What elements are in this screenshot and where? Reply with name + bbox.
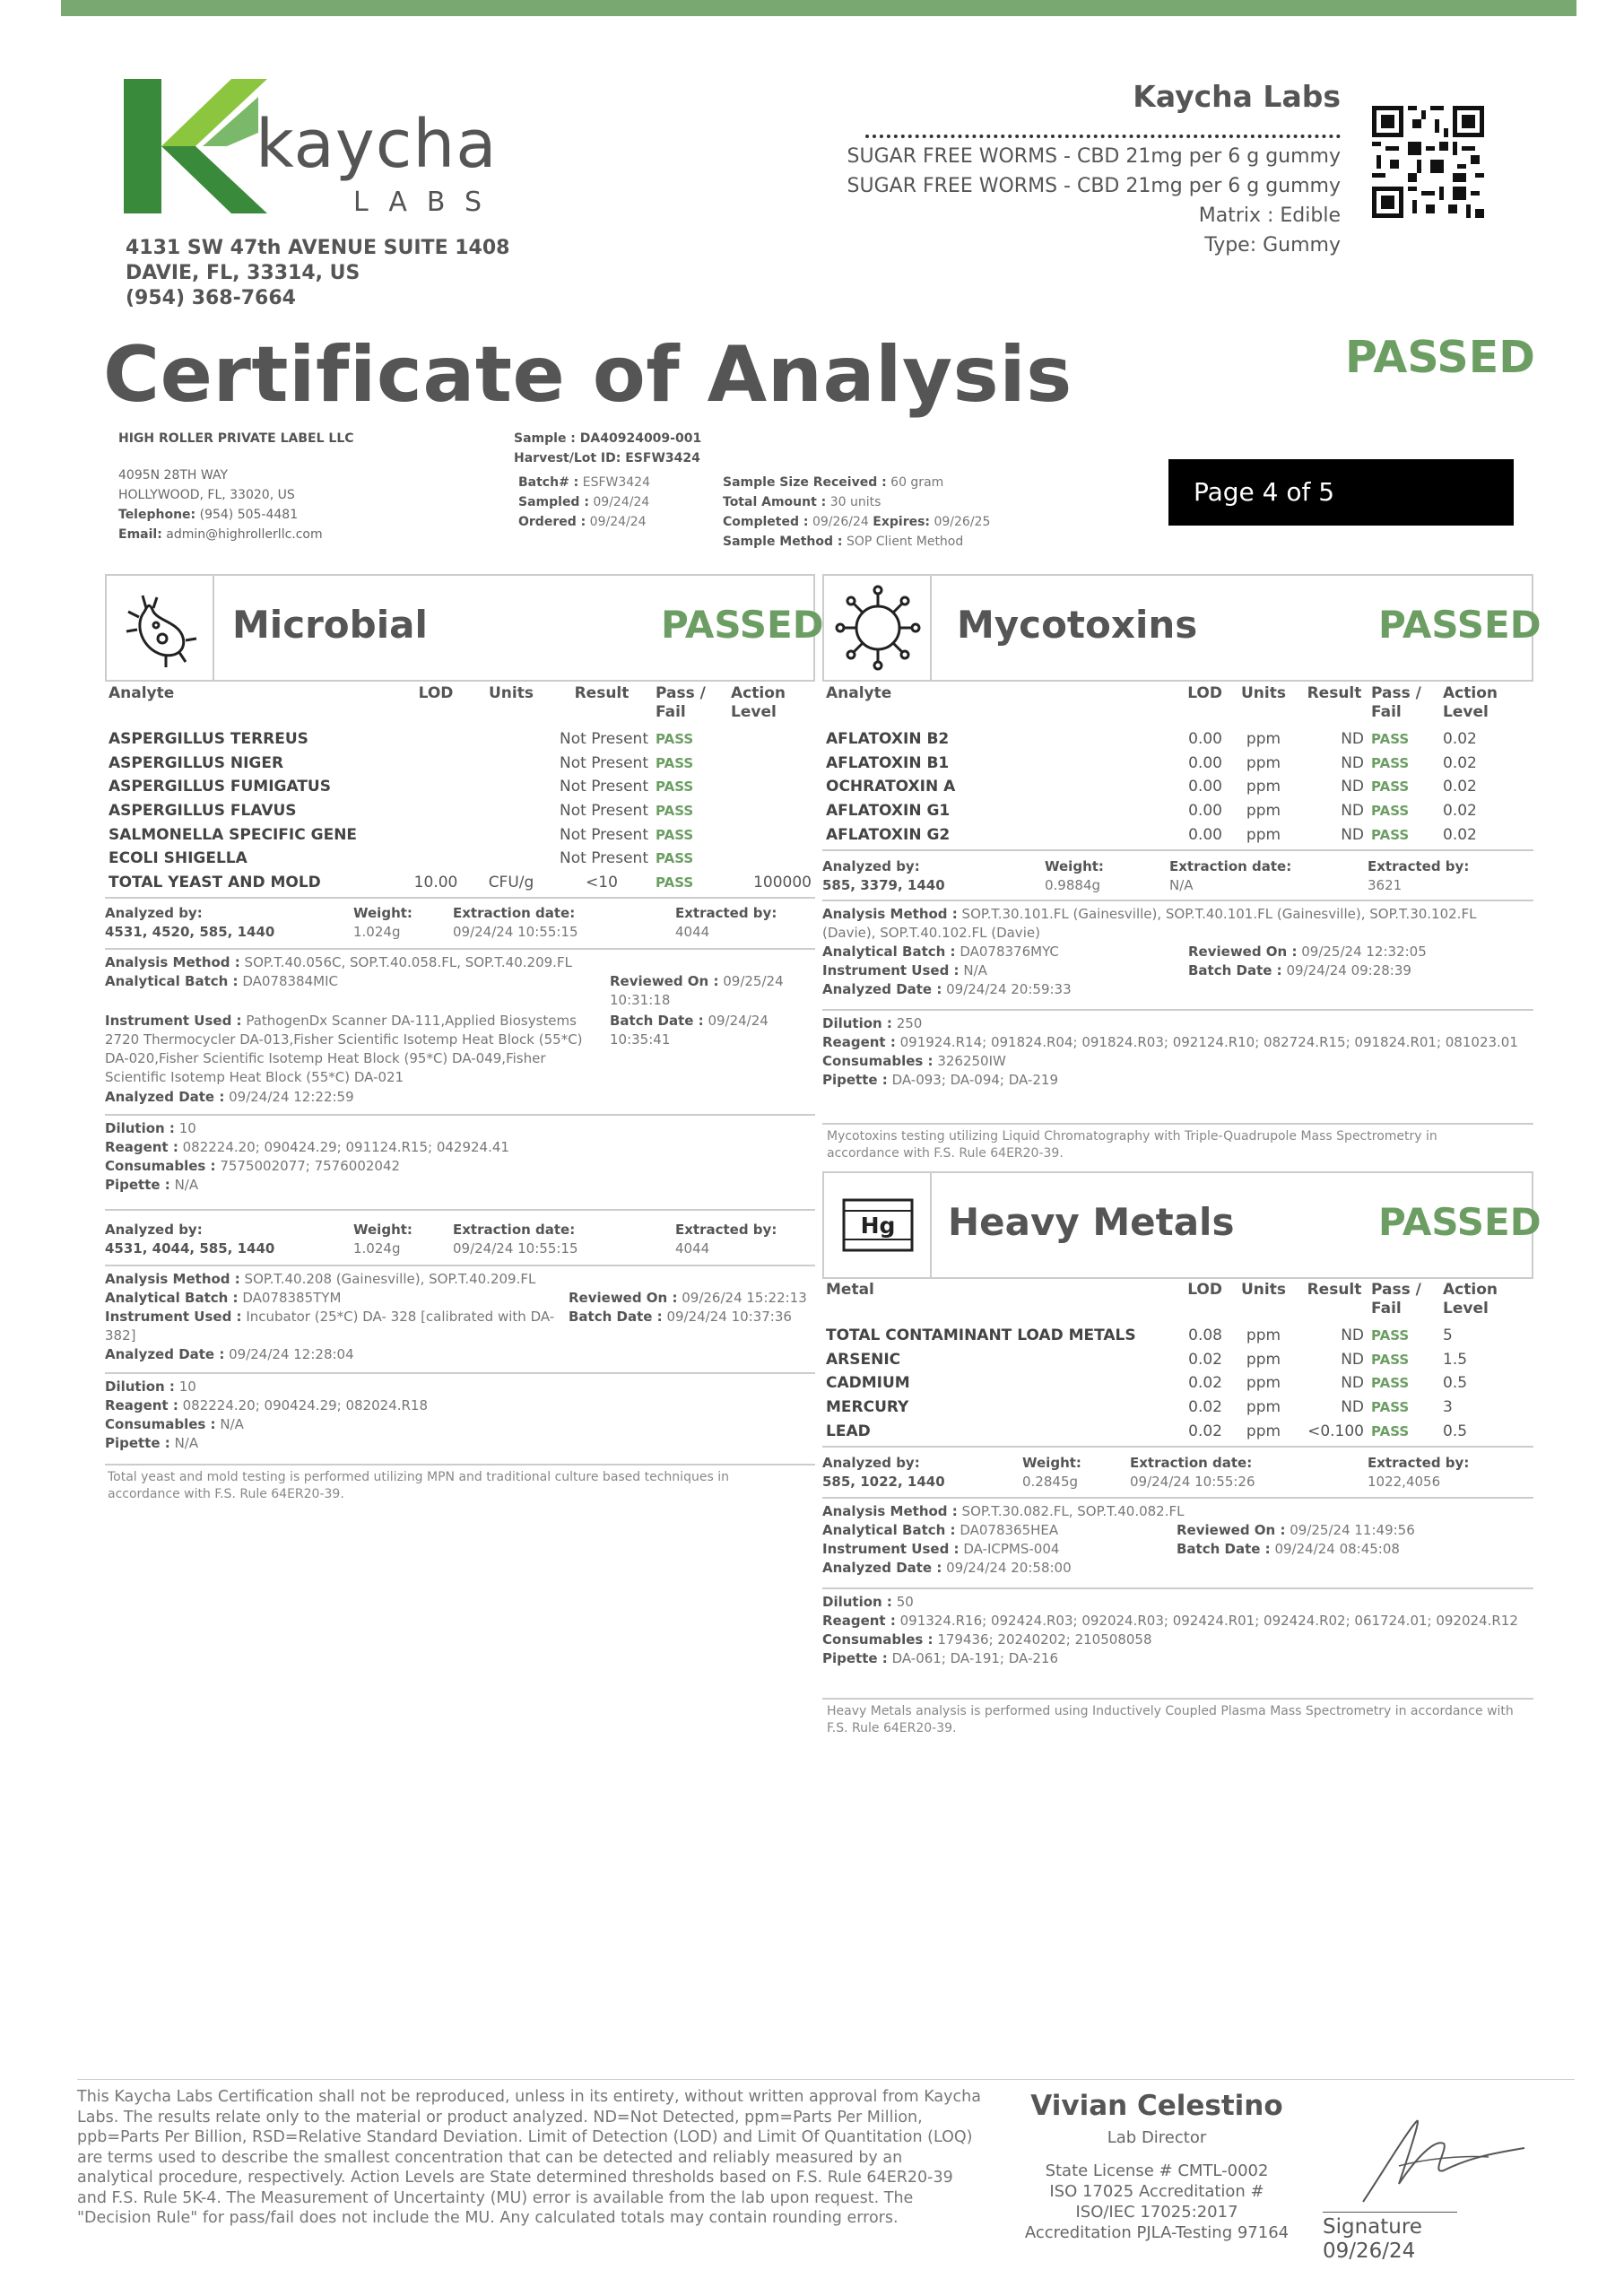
table-row: ASPERGILLUS FLAVUS Not Present PASS — [109, 802, 694, 821]
batch-date: Batch Date : 09/24/24 10:35:41 — [610, 1013, 769, 1048]
table-row: LEAD 0.02 ppm <0.100 PASS 0.5 — [826, 1422, 1468, 1440]
consumables: Consumables : N/A — [105, 1416, 244, 1432]
divider — [822, 1009, 1533, 1011]
col-pass-fail: Pass / Fail — [1371, 1281, 1421, 1318]
batch-date: Batch Date : 09/24/24 09:28:39 — [1188, 962, 1411, 978]
col-analyte: Analyte — [109, 684, 175, 702]
col-result: Result — [1307, 1281, 1362, 1299]
client-address: 4095N 28TH WAY — [118, 468, 229, 483]
consumables: Consumables : 7575002077; 7576002042 — [105, 1158, 401, 1174]
divider — [822, 1587, 1533, 1589]
product-matrix: Matrix : Edible — [1198, 204, 1341, 227]
divider — [822, 849, 1533, 851]
top-accent-bar — [61, 0, 1576, 16]
col-lod: LOD — [1187, 684, 1222, 702]
heavy-metals-header — [822, 1171, 1541, 1279]
table-row: SALMONELLA SPECIFIC GENE Not Present PASS — [109, 825, 694, 844]
product-name: SUGAR FREE WORMS - CBD 21mg per 6 g gummy — [847, 145, 1341, 168]
col-result: Result — [1307, 684, 1362, 702]
logo-wordmark: kaycha — [256, 106, 498, 183]
client-email: Email: admin@highrollerllc.com — [118, 527, 323, 542]
client-address: HOLLYWOOD, FL, 33020, US — [118, 488, 295, 502]
overall-status: PASSED — [1345, 332, 1535, 383]
analysis-method: Analysis Method : SOP.T.40.208 (Gainesville), SOP.T.40.209.FL — [105, 1271, 536, 1287]
sample-dates — [518, 473, 650, 532]
col-units: Units — [1241, 1281, 1286, 1299]
lab-address-line: DAVIE, FL, 33314, US — [126, 262, 360, 284]
reagent: Reagent : 091924.R14; 091824.R04; 091824.R03; 092124.R10; 082724.R15; 091824.R01; 081023.01 — [822, 1034, 1518, 1050]
col-lod: LOD — [418, 684, 454, 702]
analyzed-date: Analyzed Date : 09/24/24 12:22:59 — [105, 1089, 354, 1105]
disclaimer: This Kaycha Labs Certification shall not be reproduced, unless in its entirety, without written approval from Kaycha Labs. The results relate only to the material or product analyzed. ND=Not Detected, ppm=Parts Per Million, ppb=Parts Per Billion, RSD=Relative Standard Deviation. Limit of Detection (LOD) and Limit Of Quantitation (LOQ) are terms used to describe the smallest concentration that can be detected and reliably measured by an analytical procedure, respectively. Action Levels are State determined thresholds based on F.S. Rule 64ER20-39 and F.S. Rule 5K-4. The Measurement of Uncertainty (MU) error is available from the lab upon request. The "Decision Rule" for pass/fail does not include the MU. Any calculated totals may contain rounding errors. — [77, 2088, 981, 2227]
consumables: Consumables : 179436; 20240202; 210508058 — [822, 1631, 1152, 1648]
table-row: TOTAL YEAST AND MOLD 10.00 CFU/g <10 PASS 100000 — [109, 873, 812, 891]
instrument-used: Instrument Used : DA-ICPMS-004 — [822, 1541, 1060, 1557]
dotted-divider — [865, 135, 1341, 138]
heavy-metals-table — [822, 1281, 1533, 1443]
col-action-level: Action Level — [1443, 684, 1498, 721]
col-units: Units — [1241, 684, 1286, 702]
pipette: Pipette : DA-093; DA-094; DA-219 — [822, 1072, 1058, 1088]
sample-details — [723, 473, 990, 552]
signatory-role: Lab Director — [1107, 2128, 1207, 2147]
instrument-used: Instrument Used : PathogenDx Scanner DA-111,Applied Biosystems 2720 Thermocycler DA-013,Fisher Scientific Isotemp Heat Block (55*C) DA-020,Fisher Scientific Isotemp Heat Block (95*C) DA-049,Fisher Scientific Isotemp Heat Block (55*C) DA-021 — [105, 1013, 583, 1085]
batch-date: Batch Date : 09/24/24 08:45:08 — [1177, 1541, 1400, 1557]
microbial-title: Microbial — [232, 603, 428, 647]
divider — [822, 900, 1533, 901]
mycotoxins-method-block — [822, 905, 1533, 999]
divider — [822, 1123, 1533, 1125]
analysis-method: Analysis Method : SOP.T.30.101.FL (Gainesville), SOP.T.40.101.FL (Gainesville), SOP.T.30.102.FL (Davie), SOP.T.40.102.FL (Davie) — [822, 906, 1477, 941]
lab-name: Kaycha Labs — [1133, 79, 1341, 114]
microbial-method-block-2 — [105, 1270, 815, 1364]
microbial-status: PASSED — [661, 603, 824, 647]
product-name: SUGAR FREE WORMS - CBD 21mg per 6 g gummy — [847, 175, 1341, 197]
table-row: ASPERGILLUS FUMIGATUS Not Present PASS — [109, 778, 694, 796]
dilution: Dilution : 50 — [822, 1594, 914, 1610]
qr-code-icon[interactable] — [1372, 106, 1484, 218]
pipette: Pipette : N/A — [105, 1435, 199, 1451]
sample-method: Sample Method : SOP Client Method — [723, 535, 964, 549]
divider — [105, 897, 815, 899]
harvest-lot-id: Harvest/Lot ID: ESFW3424 — [514, 451, 700, 465]
microbial-table — [105, 684, 815, 894]
mycotoxins-header — [822, 574, 1541, 682]
client-name: HIGH ROLLER PRIVATE LABEL LLC — [118, 431, 354, 446]
hg-icon-label: Hg — [860, 1213, 896, 1239]
divider — [105, 1464, 815, 1465]
ordered-date: Ordered : 09/24/24 — [518, 515, 647, 529]
pipette: Pipette : N/A — [105, 1177, 199, 1193]
microbial-reagent-block-1 — [105, 1119, 815, 1195]
product-info — [807, 142, 1341, 260]
dilution: Dilution : 250 — [822, 1015, 923, 1031]
lab-address-line: 4131 SW 47th AVENUE SUITE 1408 — [126, 237, 510, 259]
heavy-metals-note: Heavy Metals analysis is performed using Inductively Coupled Plasma Mass Spectrometry in accordance with F.S. Rule 64ER20-39. — [827, 1704, 1514, 1735]
col-pass-fail: Pass / Fail — [656, 684, 706, 721]
product-type: Type: Gummy — [1204, 234, 1341, 257]
analysis-method: Analysis Method : SOP.T.40.056C, SOP.T.40.058.FL, SOP.T.40.209.FL — [105, 954, 572, 970]
reagent: Reagent : 082224.20; 090424.29; 082024.R18 — [105, 1397, 429, 1413]
microbial-method-block-1 — [105, 953, 815, 1107]
table-row: ASPERGILLUS TERREUS Not Present PASS — [109, 730, 694, 749]
signature-line — [1323, 2212, 1457, 2213]
signatory-name: Vivian Celestino — [1030, 2090, 1283, 2122]
divider — [105, 1265, 815, 1266]
microbial-analysis-header-2: Analyzed by: 4531, 4044, 585, 1440 Weight: 1.024g Extraction date: 09/24/24 10:55:15 Extracted by: 4044 — [105, 1222, 777, 1257]
analyzed-date: Analyzed Date : 09/24/24 20:58:00 — [822, 1560, 1072, 1576]
table-row: AFLATOXIN B2 0.00 ppm ND PASS 0.02 — [826, 730, 1477, 749]
col-metal: Metal — [826, 1281, 874, 1299]
total-amount: Total Amount : 30 units — [723, 495, 881, 509]
footer-divider — [77, 2079, 1575, 2080]
table-row: TOTAL CONTAMINANT LOAD METALS 0.08 ppm ND PASS 5 — [826, 1326, 1453, 1345]
mycotoxins-analysis-header: Analyzed by: 585, 3379, 1440 Weight: 0.9884g Extraction date: N/A Extracted by: 3621 — [822, 858, 1470, 893]
reviewed-on: Reviewed On : 09/26/24 15:22:13 — [569, 1290, 807, 1306]
logo-subtitle: LABS — [353, 187, 502, 218]
signature-date: 09/26/24 — [1323, 2239, 1416, 2263]
analyzed-date: Analyzed Date : 09/24/24 20:59:33 — [822, 981, 1072, 997]
divider — [105, 1372, 815, 1374]
table-row: MERCURY 0.02 ppm ND PASS 3 — [826, 1398, 1453, 1417]
table-row: AFLATOXIN G1 0.00 ppm ND PASS 0.02 — [826, 802, 1477, 821]
table-row: AFLATOXIN B1 0.00 ppm ND PASS 0.02 — [826, 753, 1477, 772]
divider — [822, 1446, 1533, 1448]
mycotoxins-note: Mycotoxins testing utilizing Liquid Chromatography with Triple-Quadrupole Mass Spectrometry in accordance with F.S. Rule 64ER20-39. — [827, 1129, 1437, 1161]
analyzed-date: Analyzed Date : 09/24/24 12:28:04 — [105, 1346, 354, 1362]
reviewed-on: Reviewed On : 09/25/24 10:31:18 — [610, 973, 784, 1008]
divider — [105, 948, 815, 950]
consumables: Consumables : 326250IW — [822, 1053, 1006, 1069]
batch-number: Batch# : ESFW3424 — [518, 475, 650, 490]
col-lod: LOD — [1187, 1281, 1222, 1299]
heavy-metals-title: Heavy Metals — [948, 1200, 1235, 1244]
col-action-level: Action Level — [1443, 1281, 1498, 1318]
analytical-batch: Analytical Batch : DA078384MIC — [105, 973, 338, 989]
signature-label: Signature — [1323, 2215, 1422, 2239]
bacteria-icon — [107, 576, 214, 680]
microbial-reagent-block-2 — [105, 1378, 815, 1453]
microbial-note: Total yeast and mold testing is performed utilizing MPN and traditional culture based techniques in accordance with F.S. Rule 64ER20-39. — [108, 1470, 729, 1501]
col-units: Units — [489, 684, 534, 702]
heavy-metals-status: PASSED — [1378, 1200, 1541, 1244]
divider — [822, 1497, 1533, 1499]
reagent: Reagent : 082224.20; 090424.29; 091124.R15; 042924.41 — [105, 1139, 509, 1155]
analytical-batch: Analytical Batch : DA078376MYC — [822, 944, 1059, 960]
col-result: Result — [574, 684, 630, 702]
table-row: OCHRATOXIN A 0.00 ppm ND PASS 0.02 — [826, 778, 1477, 796]
lab-address — [126, 236, 509, 311]
virus-icon — [824, 576, 932, 680]
signatory-info — [995, 2127, 1318, 2243]
table-row: AFLATOXIN G2 0.00 ppm ND PASS 0.02 — [826, 825, 1477, 844]
dilution: Dilution : 10 — [105, 1120, 196, 1136]
heavy-metals-reagent-block — [822, 1593, 1533, 1668]
sample-size: Sample Size Received : 60 gram — [723, 475, 944, 490]
col-action-level: Action Level — [731, 684, 786, 721]
microbial-analysis-header-1: Analyzed by: 4531, 4520, 585, 1440 Weight: 1.024g Extraction date: 09/24/24 10:55:15 Extracted by: 4044 — [105, 905, 777, 940]
sampled-date: Sampled : 09/24/24 — [518, 495, 650, 509]
col-pass-fail: Pass / Fail — [1371, 684, 1421, 721]
microbial-header — [105, 574, 824, 682]
heavy-metals-analysis-header: Analyzed by: 585, 1022, 1440 Weight: 0.2845g Extraction date: 09/24/24 10:55:26 Extracted by: 1022,4056 — [822, 1455, 1470, 1490]
mycotoxins-status: PASSED — [1378, 603, 1541, 647]
reagent: Reagent : 091324.R16; 092424.R03; 092024.R03; 092424.R01; 092424.R02; 061724.01; 092024.R12 — [822, 1613, 1518, 1629]
completed-date: Completed : 09/26/24 Expires: 09/26/25 — [723, 515, 991, 529]
sample-id: Sample : DA40924009-001 — [514, 431, 702, 446]
page-title: Certificate of Analysis — [103, 330, 1073, 420]
analytical-batch: Analytical Batch : DA078385TYM — [105, 1290, 342, 1306]
instrument-used: Instrument Used : N/A — [822, 962, 987, 978]
mycotoxins-table — [822, 684, 1533, 847]
col-analyte: Analyte — [826, 684, 892, 702]
heavy-metals-method-block — [822, 1502, 1533, 1578]
mycotoxins-title: Mycotoxins — [957, 603, 1198, 647]
client-info — [118, 429, 354, 544]
analytical-batch: Analytical Batch : DA078365HEA — [822, 1522, 1059, 1538]
state-license: State License # CMTL-0002 — [1045, 2161, 1269, 2180]
mycotoxins-reagent-block — [822, 1014, 1533, 1090]
table-row: ECOLI SHIGELLA Not Present PASS — [109, 849, 694, 868]
pipette: Pipette : DA-061; DA-191; DA-216 — [822, 1650, 1058, 1666]
table-row: ASPERGILLUS NIGER Not Present PASS — [109, 753, 694, 772]
sample-ids — [514, 429, 701, 468]
table-row: ARSENIC 0.02 ppm ND PASS 1.5 — [826, 1350, 1468, 1369]
analysis-method: Analysis Method : SOP.T.30.082.FL, SOP.T.40.082.FL — [822, 1503, 1185, 1519]
signature-icon — [1345, 2103, 1542, 2211]
reviewed-on: Reviewed On : 09/25/24 12:32:05 — [1188, 944, 1427, 960]
client-telephone: Telephone: (954) 505-4481 — [118, 508, 299, 522]
divider — [822, 1698, 1533, 1700]
signature-block — [1323, 2215, 1422, 2264]
accreditation: ISO 17025 Accreditation # ISO/IEC 17025:2017 Accreditation PJLA-Testing 97164 — [1024, 2182, 1290, 2242]
table-row: CADMIUM 0.02 ppm ND PASS 0.5 — [826, 1374, 1468, 1393]
instrument-used: Instrument Used : Incubator (25*C) DA- 328 [calibrated with DA-382] — [105, 1309, 555, 1344]
dilution: Dilution : 10 — [105, 1378, 196, 1395]
divider — [105, 1114, 815, 1116]
lab-phone: (954) 368-7664 — [126, 287, 296, 309]
batch-date: Batch Date : 09/24/24 10:37:36 — [569, 1309, 792, 1325]
reviewed-on: Reviewed On : 09/25/24 11:49:56 — [1177, 1522, 1415, 1538]
divider — [105, 1209, 815, 1211]
page-indicator: Page 4 of 5 — [1168, 459, 1514, 526]
